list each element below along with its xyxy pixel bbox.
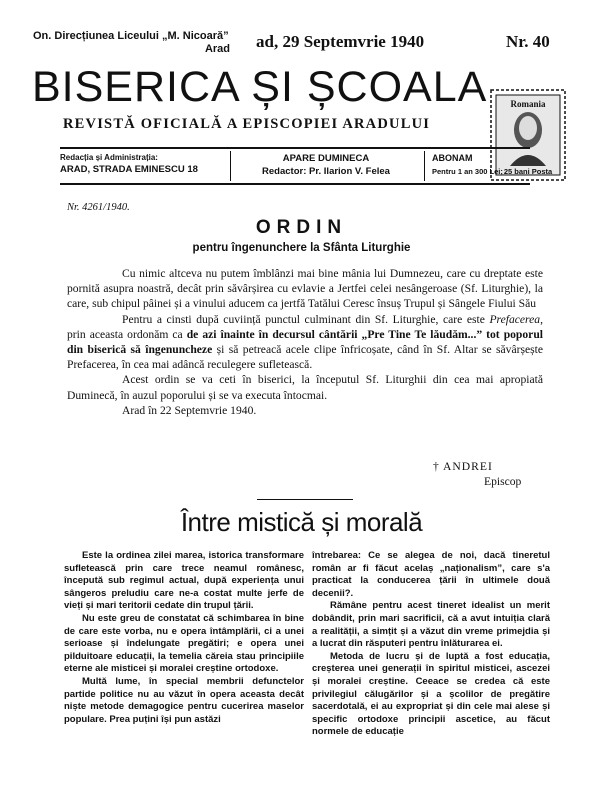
article-paragraph: întrebarea: Ce se alegea de noi, dacă tineretul român ar fi făcut acelaș „naționalism”, care s'a practicat la conducerea țării în ultimele două decenii?. (312, 550, 550, 599)
publication-title: BISERICA ȘI ȘCOALA (32, 63, 488, 111)
order-subtitle: pentru îngenunchere la Sfânta Liturghie (192, 242, 411, 254)
bold-span: de azi înainte în decursul cântării „Pre Tine Te lăudăm...” tot poporul din biserică să îngenuncheze (67, 327, 543, 357)
subscription-column (432, 152, 532, 178)
masthead-info-box (60, 147, 530, 185)
order-body (67, 266, 543, 418)
order-paragraph-1: Cu nimic altceva nu putem îmblânzi mai bine mânia lui Dumnezeu, care cu dreptate este pornită asupra noastră, decât prin săvârșirea cu evlavie a Jertfei celei nesângeroase (Sf. Liturghie), la care, sub chipul pâinei și a vinului aducem ca jertfă Tatălui Ceresc însuș Trupul și Sângele Fiului Său (67, 267, 543, 311)
admin-column (60, 152, 225, 176)
publication-subtitle: REVISTĂ OFICIALĂ A EPISCOPIEI ARADULUI (63, 116, 431, 132)
order-reference: Nr. 4261/1940. (67, 202, 130, 213)
frequency-column (236, 152, 416, 178)
stamp-line-1: On. Direcțiunea Liceului „M. Nicoară” (33, 30, 229, 42)
column-divider (424, 151, 425, 181)
stamp-line-2: Arad (204, 43, 230, 55)
order-paragraph-2 (67, 312, 543, 373)
order-paragraph-3: Acest ordin se va ceti în biserici, la începutul Sf. Liturghii din cea mai apropiată Duminecă, în auzul poporului și se va executa întocmai. (67, 373, 543, 402)
order-place-date: Arad în 22 Septemvrie 1940. (122, 403, 257, 417)
article-column-right (312, 550, 550, 739)
text-span: Pentru a cinsti după cuviință punctul culminant din Sf. Liturghie, care este (122, 312, 490, 326)
text-span: și să petreacă acele clipe înfricoșate, când în Sf. Altar se săvârșește Prefacerea, în cea mai adâncă reculegere sufletească. (67, 343, 543, 372)
article-headline: Între mistică și morală (180, 507, 423, 537)
subscription-label: ABONAM (432, 153, 473, 163)
issue-number: Nr. 40 (506, 32, 550, 51)
column-divider (230, 151, 231, 181)
issue-date: ad, 29 Septemvrie 1940 (256, 32, 425, 51)
library-stamp (33, 30, 238, 56)
stamp-value: 25 bani Posta (503, 167, 553, 176)
article-paragraph: Este la ordinea zilei marea, istorica transformare sufletească prin care trece neamul românesc, începută sub regimul actual, după experiența unui sângeros preludiu care ne-a costat multe jerfe de vieți și mari teritorii cedate din trupul țării. (64, 550, 304, 612)
article-column-left (64, 550, 304, 726)
article-paragraph: Rămâne pentru acest tineret idealist un merit dobândit, prin mari sacrificii, că a avut intuiția clară a realității, a simțit și a văzut din vreme primejdia și a lucrat din răsputeri pentru înlăturarea ei. (312, 600, 550, 650)
section-separator (257, 499, 353, 500)
article-paragraph: Nu este greu de constatat că schimbarea în bine de care este vorba, nu e opera întâmplării, ci a unei serioase și îndelungate pregătiri; e opera unei pilduitoare educații, la temelia căreia stau principiile eterne ale misticei și moralei creștine ortodoxe. (64, 612, 304, 675)
signature-name: † ANDREI (433, 460, 493, 473)
admin-address: ARAD, STRADA EMINESCU 18 (60, 164, 198, 175)
stamp-country: Romania (510, 99, 546, 109)
italic-span: Prefacerea (489, 312, 541, 326)
frequency: APARE DUMINECA (282, 153, 370, 164)
signature-title: Episcop (484, 475, 522, 488)
text-span: , prin aceasta ordonăm ca (67, 312, 543, 341)
article-paragraph: Metoda de lucru și de luptă a fost educația, creșterea unei generații în spiritul misticei, ascezei și moralei creștine. Ceeace se credea că este privilegiul călugărilor și a școlilor de pregătire sacerdotală, ei au expropriat și din cele mai alese și specific ortodoxe principii ascetice, au făcut normele de educație (312, 650, 550, 738)
article-paragraph: Multă lume, în special membrii defunctelor partide politice nu au văzut în opera aceasta decât niște metode demagogice pentru cucerirea maselor populare. Prea puțini își pun astăzi (64, 675, 304, 725)
editor: Redactor: Pr. Ilarion V. Felea (262, 166, 390, 177)
order-title: ORDIN (255, 217, 348, 238)
admin-label: Redacția și Administrația: (60, 153, 158, 162)
subscription-price: Pentru 1 an 300 Lei; (432, 167, 503, 176)
